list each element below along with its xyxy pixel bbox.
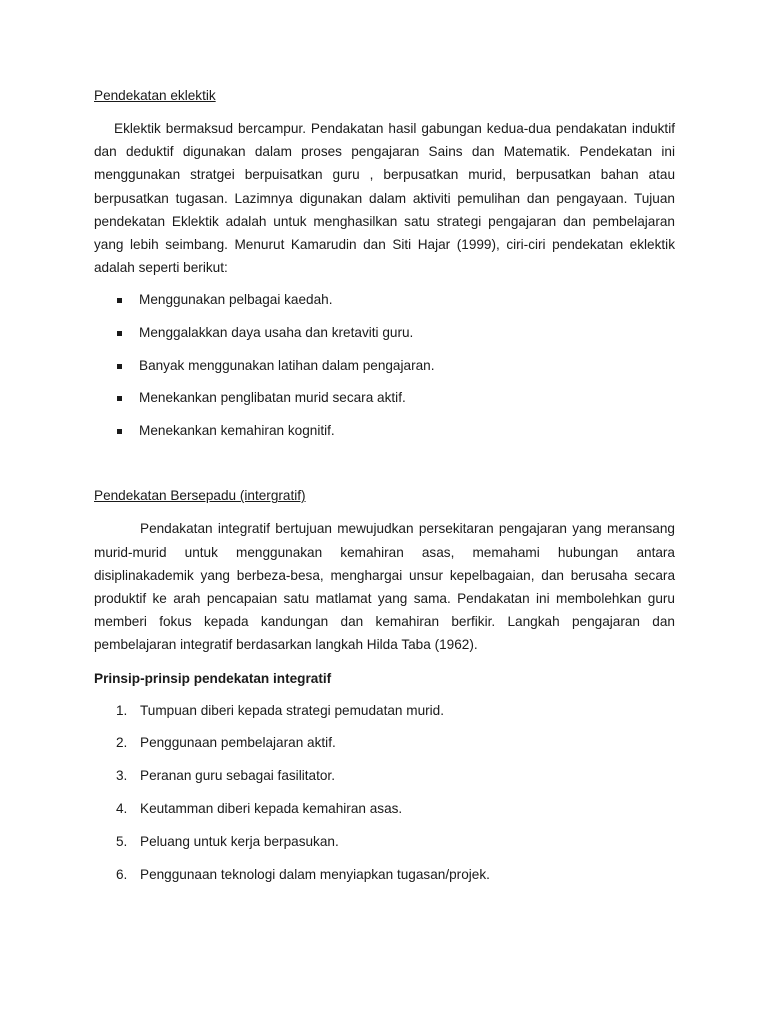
list-item: Menekankan penglibatan murid secara aktif. (94, 388, 675, 421)
list-item: 1. Tumpuan diberi kepada strategi pemudatan murid. (116, 702, 445, 718)
list-item: Banyak menggunakan latihan dalam pengajaran. (94, 356, 675, 389)
bullet-icon (117, 364, 122, 369)
bullet-icon (117, 331, 122, 336)
list-item: 4. Keutamman diberi kepada kemahiran asas. (116, 801, 403, 816)
list-item: 6. Penggunaan teknologi dalam menyiapkan tugasan/projek. (116, 866, 490, 882)
list-item: 3. Peranan guru sebagai fasilitator. (116, 768, 335, 784)
bullet-icon (117, 298, 122, 303)
document-page (94, 86, 675, 897)
section-heading-bersepadu: Pendekatan Bersepadu (intergratif) (94, 488, 306, 504)
list-item: 2. Penggunaan pembelajaran aktif. (116, 735, 336, 751)
list-item: Menggunakan pelbagai kaedah. (94, 290, 675, 323)
numbered-list-prinsip (94, 701, 675, 898)
paragraph-eklektik: Eklektik bermaksud bercampur. Pendakatan hasil gabungan kedua-dua pendakatan induktif dan deduktif digunakan dalam proses pengajaran Sains dan Matematik. Pendekatan ini menggunakan stratgei berpuisatkan guru , berpusatkan murid, berpusatkan bahan atau berpusatkan tugasan. Lazimnya digunakan dalam aktiviti pemulihan dan pengayaan. Tujuan pendekatan Eklektik adalah untuk menghasilkan satu strategi pengajaran dan pembelajaran yang lebih seimbang. Menurut Kamarudin dan Siti Hajar (1999), ciri-ciri pendekatan eklektik adalah seperti berikut: (94, 121, 675, 276)
bullet-icon (117, 396, 122, 401)
list-item: Menekankan kemahiran kognitif. (94, 421, 675, 454)
bullet-list-eklektik (94, 290, 675, 453)
list-item: Menggalakkan daya usaha dan kretaviti guru. (94, 323, 675, 356)
bullet-icon (117, 429, 122, 434)
paragraph-bersepadu: Pendakatan integratif bertujuan mewujudkan persekitaran pengajaran yang meransang murid-murid untuk menggunakan kemahiran asas, memahami hubungan antara disiplinakademik yang berbeza-besa, menghargai unsur kepelbagaian, dan berusaha secara produktif ke arah pencapaian satu matlamat yang sama. Pendakatan ini membolehkan guru memberi fokus kepada kandungan dan kemahiran berfikir. Langkah pengajaran dan pembelajaran integratif berdasarkan langkah Hilda Taba (1962). (94, 521, 675, 653)
list-item: 5. Peluang untuk kerja berpasukan. (116, 833, 339, 849)
section-heading-eklektik: Pendekatan eklektik (94, 88, 216, 103)
subheading-prinsip: Prinsip-prinsip pendekatan integratif (94, 670, 332, 686)
